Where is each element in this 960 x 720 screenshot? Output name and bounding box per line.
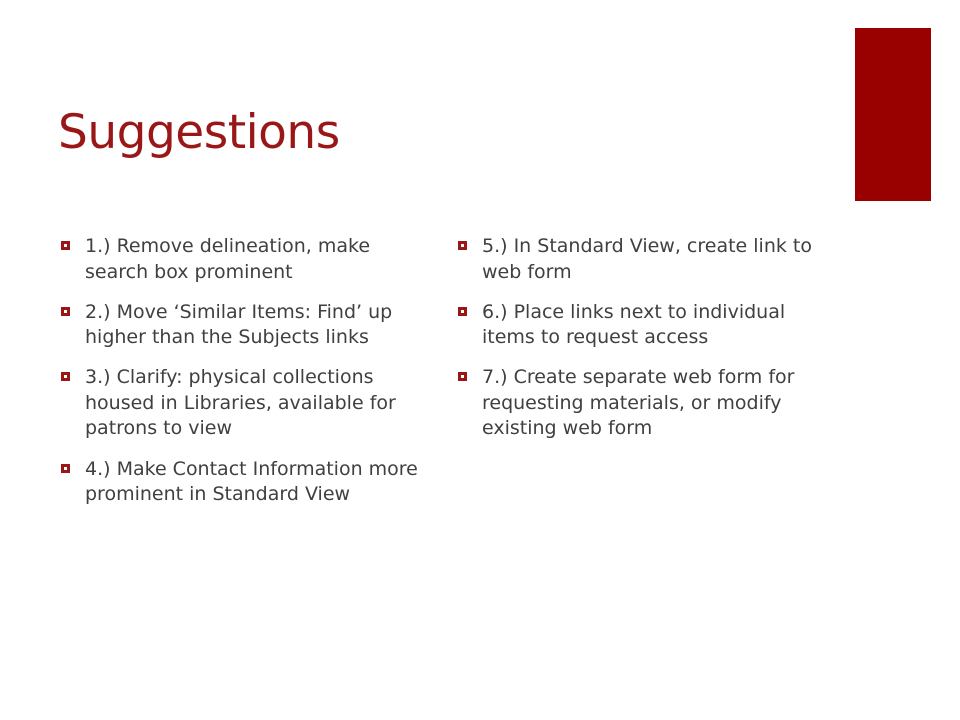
bullet-text: 5.) In Standard View, create link to web form (482, 235, 812, 283)
bullet-item-4 (58, 457, 418, 508)
square-bullet-icon (61, 372, 70, 381)
square-bullet-icon (458, 241, 467, 250)
square-bullet-icon (61, 307, 70, 316)
bullet-item-1 (58, 234, 418, 285)
square-bullet-icon (61, 241, 70, 250)
bullet-item-5 (455, 234, 825, 285)
square-bullet-icon (61, 464, 70, 473)
bullet-text: 3.) Clarify: physical collections housed in Libraries, available for patrons to view (85, 366, 396, 440)
square-bullet-icon (458, 372, 467, 381)
bullet-text: 6.) Place links next to individual items to request access (482, 300, 786, 349)
bullet-item-6 (455, 300, 825, 351)
bullet-text: 2.) Move ‘Similar Items: Find’ up higher than the Subjects links (85, 300, 393, 349)
right-bullet-list (455, 234, 825, 457)
accent-bar (855, 28, 931, 201)
bullet-item-2 (58, 300, 418, 351)
left-bullet-list (58, 234, 418, 522)
square-bullet-icon (458, 307, 467, 316)
bullet-item-3 (58, 365, 418, 442)
bullet-text: 1.) Remove delineation, make search box prominent (85, 235, 371, 283)
slide-title: Suggestions (58, 105, 340, 160)
bullet-item-7 (455, 365, 825, 442)
bullet-text: 7.) Create separate web form for requesting materials, or modify existing web form (482, 366, 795, 440)
bullet-text: 4.) Make Contact Information more prominent in Standard View (85, 457, 418, 506)
